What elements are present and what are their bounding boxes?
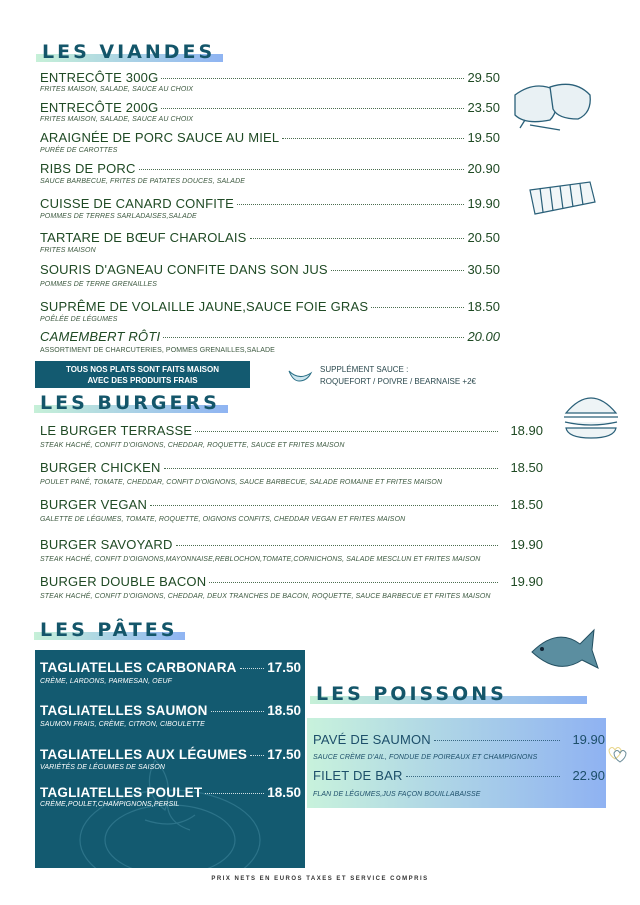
item-price: 19.90 bbox=[572, 732, 605, 747]
menu-item bbox=[40, 497, 543, 512]
item-description: ASSORTIMENT DE CHARCUTERIES, POMMES GRENAILLES,SALADE bbox=[40, 347, 275, 354]
item-name: LE BURGER TERRASSE bbox=[40, 423, 193, 438]
item-name: CAMEMBERT RÔTI bbox=[40, 329, 161, 344]
item-description: POÊLÉE DE LÉGUMES bbox=[40, 316, 118, 323]
item-price: 18.50 bbox=[467, 299, 500, 314]
homemade-banner: TOUS NOS PLATS SONT FAITS MAISON AVEC DES PRODUITS FRAIS bbox=[35, 361, 250, 388]
item-name: TAGLIATELLES CARBONARA bbox=[40, 660, 237, 675]
leader-dots bbox=[195, 431, 498, 432]
item-price: 19.90 bbox=[510, 574, 543, 589]
leader-dots bbox=[163, 337, 464, 338]
sauce-boat-icon bbox=[287, 367, 313, 383]
leader-dots bbox=[209, 582, 498, 583]
item-price: 17.50 bbox=[267, 660, 301, 675]
item-description: PURÉE DE CAROTTES bbox=[40, 147, 118, 154]
leader-dots bbox=[176, 545, 499, 546]
menu-item bbox=[40, 299, 500, 314]
leader-dots bbox=[211, 711, 265, 712]
item-price: 29.50 bbox=[467, 70, 500, 85]
poissons-panel bbox=[307, 718, 606, 808]
section-title-pates: LES PÂTES bbox=[40, 619, 177, 641]
leader-dots bbox=[250, 755, 264, 756]
leader-dots bbox=[406, 776, 561, 777]
item-name: SOURIS D'AGNEAU CONFITE DANS SON JUS bbox=[40, 262, 328, 277]
item-price: 18.50 bbox=[267, 703, 301, 718]
item-name: SUPRÊME DE VOLAILLE JAUNE,SAUCE FOIE GRAS bbox=[40, 299, 369, 314]
menu-item bbox=[40, 196, 500, 211]
item-price: 18.50 bbox=[510, 460, 543, 475]
item-name: RIBS DE PORC bbox=[40, 161, 136, 176]
item-description: STEAK HACHÉ, CONFIT D'OIGNONS, CHEDDAR, ROQUETTE, SAUCE ET FRITES MAISON bbox=[40, 442, 345, 449]
item-price: 19.50 bbox=[467, 130, 500, 145]
item-description: CRÈME, LARDONS, PARMESAN, OEUF bbox=[40, 678, 173, 685]
leader-dots bbox=[434, 740, 561, 741]
menu-item bbox=[40, 460, 543, 475]
item-description: POMMES DE TERRES SARLADAISES,SALADE bbox=[40, 213, 197, 220]
menu-item bbox=[40, 703, 301, 718]
leader-dots bbox=[161, 78, 464, 79]
item-description: GALETTE DE LÉGUMES, TOMATE, ROQUETTE, OIGNONS CONFITS, CHEDDAR VEGAN ET FRITES MAISON bbox=[40, 516, 406, 523]
leader-dots bbox=[237, 204, 464, 205]
leader-dots bbox=[331, 270, 465, 271]
item-name: PAVÉ DE SAUMON bbox=[313, 732, 431, 747]
item-name: BURGER SAVOYARD bbox=[40, 537, 173, 552]
item-price: 18.90 bbox=[510, 423, 543, 438]
leader-dots bbox=[282, 138, 464, 139]
item-description: FRITES MAISON bbox=[40, 247, 96, 254]
item-description: STEAK HACHÉ, CONFIT D'OIGNONS,MAYONNAISE,REBLOCHON,TOMATE,CORNICHONS, SALADE MESCLUN ET FRITES MAISON bbox=[40, 556, 481, 563]
menu-item bbox=[40, 230, 500, 245]
item-description: FRITES MAISON, SALADE, SAUCE AU CHOIX bbox=[40, 86, 194, 93]
item-price: 20.00 bbox=[467, 329, 500, 344]
item-price: 18.50 bbox=[267, 785, 301, 800]
menu-item bbox=[313, 768, 605, 783]
item-name: TAGLIATELLES POULET bbox=[40, 785, 203, 800]
hearts-icon bbox=[605, 744, 629, 764]
item-description: POULET PANÉ, TOMATE, CHEDDAR, CONFIT D'OIGNONS, SAUCE BARBECUE, SALADE ROMAINE ET FRITES MAISON bbox=[40, 479, 443, 486]
item-name: BURGER VEGAN bbox=[40, 497, 148, 512]
leader-dots bbox=[240, 668, 265, 669]
menu-item bbox=[40, 537, 543, 552]
item-description: STEAK HACHÉ, CONFIT D'OIGNONS, CHEDDAR, DEUX TRANCHES DE BACON, ROQUETTE, SAUCE BARBECUE ET FRITES MAISON bbox=[40, 593, 491, 600]
item-name: BURGER CHICKEN bbox=[40, 460, 161, 475]
leader-dots bbox=[139, 169, 465, 170]
pates-panel bbox=[35, 650, 305, 868]
ribs-illustration-icon bbox=[525, 175, 600, 220]
leader-dots bbox=[150, 505, 498, 506]
burger-illustration-icon bbox=[560, 388, 622, 443]
menu-item bbox=[40, 747, 301, 762]
item-name: ENTRECÔTE 300G bbox=[40, 70, 159, 85]
item-name: FILET DE BAR bbox=[313, 768, 403, 783]
item-description: FLAN DE LÉGUMES,JUS FAÇON BOUILLABAISSE bbox=[313, 791, 481, 798]
menu-item bbox=[313, 732, 605, 747]
fish-illustration-icon bbox=[528, 622, 600, 672]
item-description: SAUCE CRÈME D'AIL, FONDUE DE POIREAUX ET CHAMPIGNONS bbox=[313, 754, 538, 761]
item-name: TAGLIATELLES SAUMON bbox=[40, 703, 208, 718]
sauce-supplement: SUPPLÉMENT SAUCE : ROQUEFORT / POIVRE / BEARNAISE +2€ bbox=[320, 365, 476, 386]
item-price: 18.50 bbox=[510, 497, 543, 512]
menu-item bbox=[40, 423, 543, 438]
item-price: 19.90 bbox=[467, 196, 500, 211]
item-name: CUISSE DE CANARD CONFITE bbox=[40, 196, 235, 211]
item-name: BURGER DOUBLE BACON bbox=[40, 574, 207, 589]
item-description: VARIÉTÉS DE LÉGUMES DE SAISON bbox=[40, 764, 166, 771]
item-price: 23.50 bbox=[467, 100, 500, 115]
item-price: 20.90 bbox=[467, 161, 500, 176]
leader-dots bbox=[205, 793, 264, 794]
menu-item bbox=[40, 660, 301, 675]
menu-item bbox=[40, 70, 500, 85]
item-description: POMMES DE TERRE GRENAILLES bbox=[40, 281, 157, 288]
item-description: CRÈME,POULET,CHAMPIGNONS,PERSIL bbox=[40, 801, 180, 808]
section-title-burgers: LES BURGERS bbox=[40, 392, 220, 414]
leader-dots bbox=[371, 307, 464, 308]
menu-item bbox=[40, 785, 301, 800]
menu-item bbox=[40, 329, 500, 344]
item-name: ENTRECÔTE 200G bbox=[40, 100, 159, 115]
item-name: TAGLIATELLES AUX LÉGUMES bbox=[40, 747, 248, 762]
item-price: 19.90 bbox=[510, 537, 543, 552]
item-price: 20.50 bbox=[467, 230, 500, 245]
menu-item bbox=[40, 574, 543, 589]
item-price: 17.50 bbox=[267, 747, 301, 762]
item-name: TARTARE DE BŒUF CHAROLAIS bbox=[40, 230, 247, 245]
item-price: 22.90 bbox=[572, 768, 605, 783]
item-name: ARAIGNÉE DE PORC SAUCE AU MIEL bbox=[40, 130, 280, 145]
footer-note: PRIX NETS EN EUROS TAXES ET SERVICE COMPRIS bbox=[211, 876, 429, 882]
leader-dots bbox=[164, 468, 499, 469]
menu-item bbox=[40, 130, 500, 145]
menu-item bbox=[40, 161, 500, 176]
leader-dots bbox=[161, 108, 464, 109]
item-description: SAUMON FRAIS, CRÈME, CITRON, CIBOULETTE bbox=[40, 721, 205, 728]
section-title-poissons: LES POISSONS bbox=[316, 683, 507, 705]
section-title-viandes: LES VIANDES bbox=[42, 41, 215, 63]
item-description: FRITES MAISON, SALADE, SAUCE AU CHOIX bbox=[40, 116, 194, 123]
item-description: SAUCE BARBECUE, FRITES DE PATATES DOUCES, SALADE bbox=[40, 178, 245, 185]
item-price: 30.50 bbox=[467, 262, 500, 277]
leader-dots bbox=[250, 238, 465, 239]
menu-item bbox=[40, 100, 500, 115]
steak-illustration-icon bbox=[510, 75, 595, 135]
menu-item bbox=[40, 262, 500, 277]
